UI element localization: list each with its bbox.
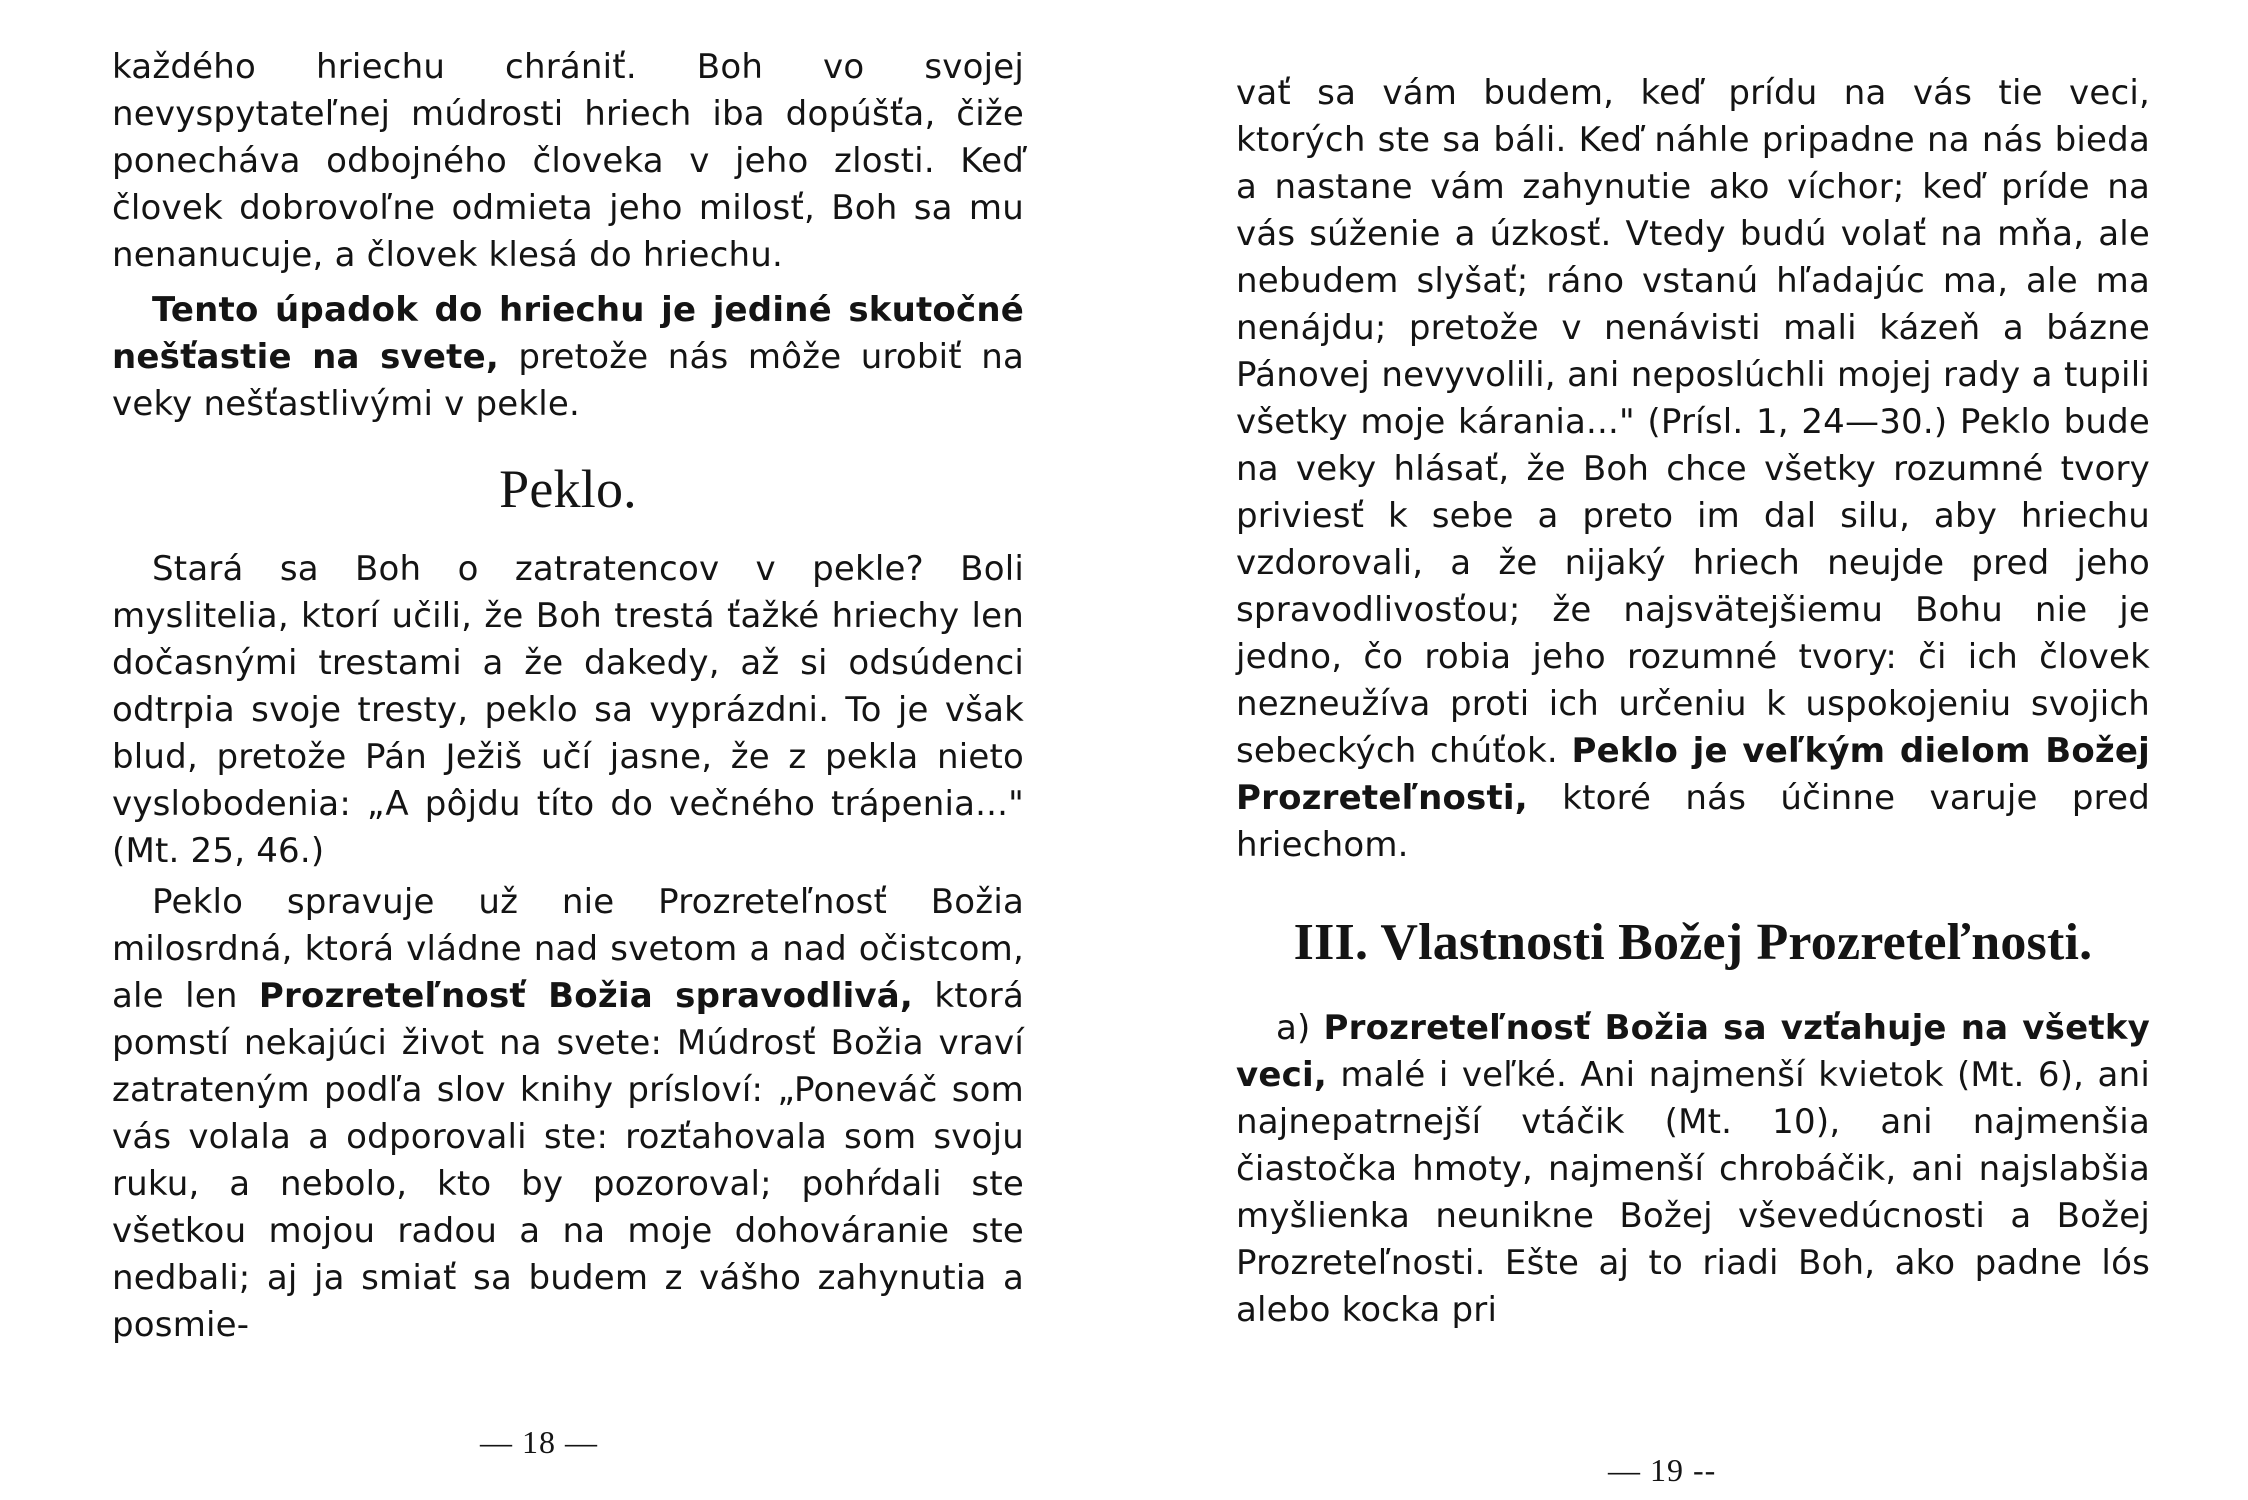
text-run: pretože nás môže urobiť na veky nešťastlivými v pekle.: [112, 337, 1024, 424]
page-number: — 18 —: [480, 1424, 598, 1460]
paragraph: [1236, 70, 2150, 869]
right-text-column: [1236, 70, 2150, 1334]
bold-emphasis: Peklo je veľkým dielom Božej Prozreteľnosti,: [1236, 731, 2150, 818]
paragraph: [112, 879, 1024, 1349]
page-number: — 19 --: [1608, 1452, 1717, 1488]
paragraph: [1236, 1005, 2150, 1334]
text-run: Peklo spravuje už nie Prozreteľnosť Božia milosrdná, ktorá vládne nad svetom a nad očistcom, ale len: [112, 882, 1024, 1016]
section-heading-peklo: Peklo.: [499, 459, 637, 519]
text-run: ktoré nás účinne varuje pred hriechom.: [1236, 778, 2150, 865]
list-label: a): [1276, 1008, 1324, 1048]
section-heading-vlastnosti: III. Vlastnosti Božej Prozreteľnosti.: [1293, 914, 2093, 971]
left-text-column: [112, 44, 1024, 1349]
right-page: [1124, 0, 2248, 1500]
paragraph: každého hriechu chrániť. Boh vo svojej nevyspytateľnej múdrosti hriech iba dopúšťa, čiže ponecháva odbojného človeka v jeho zlosti. Keď človek dobrovoľne odmieta jeho milosť, Boh sa mu nenanucuje, a človek klesá do hriechu.: [112, 47, 1024, 275]
text-run: malé i veľké. Ani najmenší kvietok (Mt. 6), ani najnepatrnejší vtáčik (Mt. 10), ani najmenšia čiastočka hmoty, najmenší chrobáčik, ani najslabšia myšlienka neunikne Božej vševedúcnosti a Božej Prozreteľnosti. Ešte aj to riadi Boh, ako padne lós alebo kocka pri: [1236, 1055, 2150, 1330]
bold-emphasis: Tento úpadok do hriechu je jediné skutočné nešťastie na svete,: [112, 290, 1024, 377]
text-run: vať sa vám budem, keď prídu na vás tie veci, ktorých ste sa báli. Keď náhle pripadne na nás bieda a nastane vám zahynutie ako víchor; keď príde na vás súženie a úzkosť. Vtedy budú volať na mňa, ale nebudem slyšať; ráno vstanú hľadajúc ma, ale ma nenájdu; pretože v nenávisti mali kázeň a bázne Pánovej nevyvolili, ani neposlúchli mojej rady a tupili všetky moje kárania..." (Prísl. 1, 24—30.) Peklo bude na veky hlásať, že Boh chce všetky rozumné tvory priviesť k sebe a preto im dal silu, aby hriechu vzdorovali, a že nijaký hriech neujde pred jeho spravodlivosťou; že najsvätejšiemu Bohu nie je jedno, čo robia jeho rozumné tvory: či ich človek nezneužíva proti ich určeniu k uspokojeniu svojich sebeckých chúťok.: [1236, 73, 2150, 771]
bold-emphasis: Prozreteľnosť Božia sa vzťahuje na všetky veci,: [1236, 1008, 2150, 1095]
paragraph: Stará sa Boh o zatratencov v pekle? Boli myslitelia, ktorí učili, že Boh trestá ťažké hriechy len dočasnými trestami a že dakedy, až si odsúdenci odtrpia svoje tresty, peklo sa vyprázdni. To je však blud, pretože Pán Ježiš učí jasne, že z pekla nieto vyslobodenia: „A pôjdu títo do večného trápenia..." (Mt. 25, 46.): [112, 549, 1024, 871]
text-run: ktorá pomstí nekajúci život na svete: Múdrosť Božia vraví zatrateným podľa slov knihy prísloví: „Poneváč som vás volala a odporovali ste: rozťahovala som svoju ruku, a nebolo, kto by pozoroval; pohŕdali ste všetkou mojou radou a na moje dohováranie ste nedbali; aj ja smiať sa budem z vášho zahynutia a posmie-: [112, 976, 1024, 1345]
bold-emphasis: Prozreteľnosť Božia spravodlivá,: [258, 976, 914, 1016]
paragraph: [112, 287, 1024, 428]
